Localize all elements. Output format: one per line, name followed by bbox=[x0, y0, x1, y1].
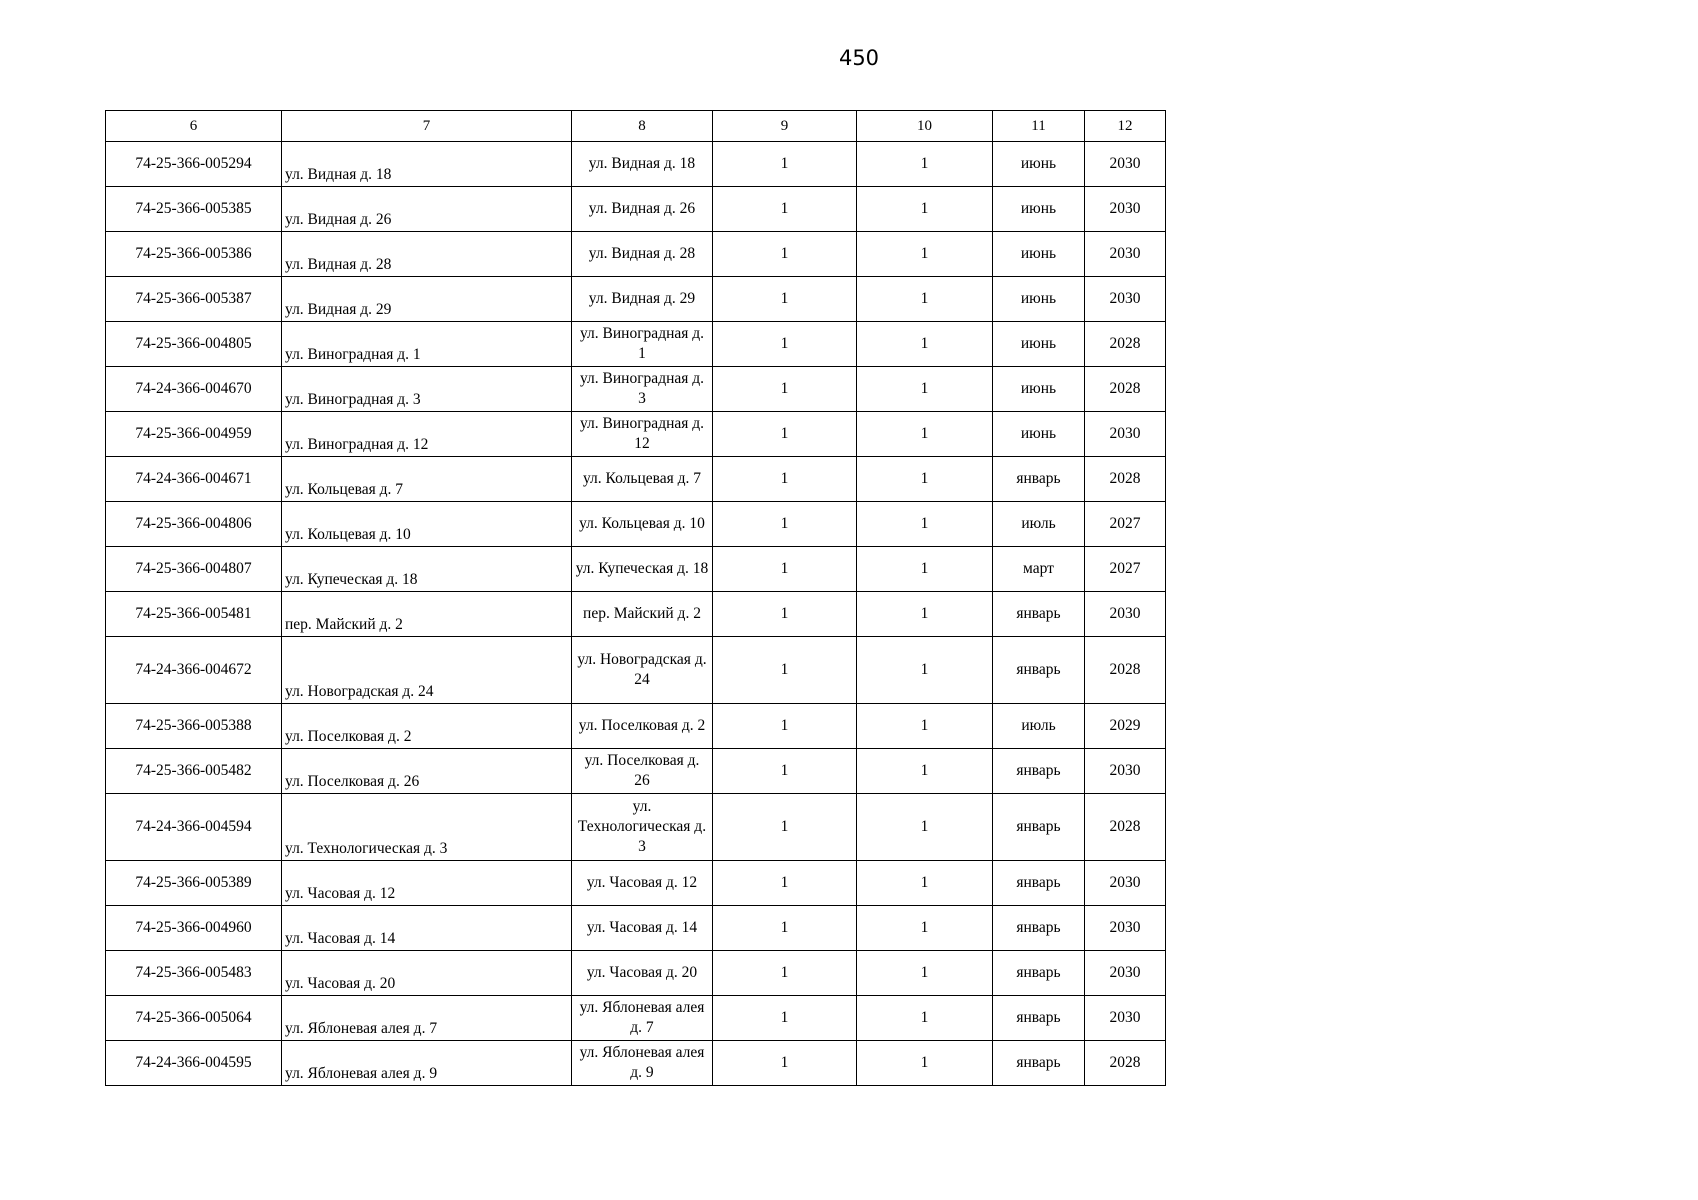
column-9-cell: 1 bbox=[713, 367, 857, 412]
year-cell: 2030 bbox=[1085, 232, 1166, 277]
address-duplicate-cell: ул. Поселковая д. 2 bbox=[572, 704, 713, 749]
table-row bbox=[106, 996, 1166, 1041]
year-cell: 2030 bbox=[1085, 277, 1166, 322]
address-duplicate-cell: ул. Новоградская д. 24 bbox=[572, 637, 713, 704]
month-cell: январь bbox=[993, 996, 1085, 1041]
table-row bbox=[106, 637, 1166, 704]
table-body bbox=[106, 142, 1166, 1086]
column-header-8: 8 bbox=[572, 111, 713, 142]
column-10-cell: 1 bbox=[857, 794, 993, 861]
month-cell: июнь bbox=[993, 322, 1085, 367]
year-cell: 2028 bbox=[1085, 637, 1166, 704]
column-9-cell: 1 bbox=[713, 1041, 857, 1086]
address-duplicate-cell: ул. Виноградная д. 12 bbox=[572, 412, 713, 457]
table-row bbox=[106, 367, 1166, 412]
month-cell: январь bbox=[993, 1041, 1085, 1086]
column-header-9: 9 bbox=[713, 111, 857, 142]
address-cell: ул. Купеческая д. 18 bbox=[282, 547, 572, 592]
address-cell: пер. Майский д. 2 bbox=[282, 592, 572, 637]
address-cell: ул. Виноградная д. 12 bbox=[282, 412, 572, 457]
month-cell: январь bbox=[993, 951, 1085, 996]
year-cell: 2028 bbox=[1085, 457, 1166, 502]
column-9-cell: 1 bbox=[713, 187, 857, 232]
table-row bbox=[106, 592, 1166, 637]
year-cell: 2030 bbox=[1085, 412, 1166, 457]
column-9-cell: 1 bbox=[713, 861, 857, 906]
cadastral-code-cell: 74-25-366-005389 bbox=[106, 861, 282, 906]
address-duplicate-cell: ул. Часовая д. 20 bbox=[572, 951, 713, 996]
cadastral-code-cell: 74-24-366-004671 bbox=[106, 457, 282, 502]
address-cell: ул. Технологическая д. 3 bbox=[282, 794, 572, 861]
table-row bbox=[106, 277, 1166, 322]
cadastral-code-cell: 74-25-366-004806 bbox=[106, 502, 282, 547]
table-row bbox=[106, 412, 1166, 457]
table-row bbox=[106, 794, 1166, 861]
column-9-cell: 1 bbox=[713, 951, 857, 996]
column-9-cell: 1 bbox=[713, 749, 857, 794]
column-10-cell: 1 bbox=[857, 502, 993, 547]
table-row bbox=[106, 951, 1166, 996]
address-duplicate-cell: ул. Купеческая д. 18 bbox=[572, 547, 713, 592]
column-10-cell: 1 bbox=[857, 412, 993, 457]
month-cell: январь bbox=[993, 637, 1085, 704]
cadastral-code-cell: 74-25-366-005481 bbox=[106, 592, 282, 637]
month-cell: январь bbox=[993, 749, 1085, 794]
address-cell: ул. Кольцевая д. 10 bbox=[282, 502, 572, 547]
column-9-cell: 1 bbox=[713, 277, 857, 322]
column-10-cell: 1 bbox=[857, 547, 993, 592]
cadastral-code-cell: 74-25-366-005385 bbox=[106, 187, 282, 232]
column-10-cell: 1 bbox=[857, 996, 993, 1041]
column-9-cell: 1 bbox=[713, 232, 857, 277]
address-duplicate-cell: ул. Видная д. 26 bbox=[572, 187, 713, 232]
table-row bbox=[106, 704, 1166, 749]
column-10-cell: 1 bbox=[857, 906, 993, 951]
address-duplicate-cell: ул. Поселковая д. 26 bbox=[572, 749, 713, 794]
year-cell: 2028 bbox=[1085, 322, 1166, 367]
table-row bbox=[106, 906, 1166, 951]
cadastral-code-cell: 74-24-366-004670 bbox=[106, 367, 282, 412]
address-cell: ул. Виноградная д. 1 bbox=[282, 322, 572, 367]
address-cell: ул. Часовая д. 14 bbox=[282, 906, 572, 951]
address-cell: ул. Видная д. 29 bbox=[282, 277, 572, 322]
column-10-cell: 1 bbox=[857, 367, 993, 412]
year-cell: 2030 bbox=[1085, 906, 1166, 951]
column-10-cell: 1 bbox=[857, 277, 993, 322]
address-duplicate-cell: ул. Часовая д. 12 bbox=[572, 861, 713, 906]
column-10-cell: 1 bbox=[857, 322, 993, 367]
address-duplicate-cell: ул. Яблоневая алея д. 7 bbox=[572, 996, 713, 1041]
address-cell: ул. Видная д. 26 bbox=[282, 187, 572, 232]
table-row bbox=[106, 1041, 1166, 1086]
table-row bbox=[106, 861, 1166, 906]
address-duplicate-cell: ул. Кольцевая д. 10 bbox=[572, 502, 713, 547]
address-cell: ул. Поселковая д. 26 bbox=[282, 749, 572, 794]
address-cell: ул. Яблоневая алея д. 7 bbox=[282, 996, 572, 1041]
cadastral-code-cell: 74-25-366-004807 bbox=[106, 547, 282, 592]
column-9-cell: 1 bbox=[713, 996, 857, 1041]
column-10-cell: 1 bbox=[857, 457, 993, 502]
year-cell: 2030 bbox=[1085, 187, 1166, 232]
cadastral-code-cell: 74-25-366-005294 bbox=[106, 142, 282, 187]
column-10-cell: 1 bbox=[857, 704, 993, 749]
address-cell: ул. Часовая д. 12 bbox=[282, 861, 572, 906]
year-cell: 2030 bbox=[1085, 142, 1166, 187]
column-9-cell: 1 bbox=[713, 457, 857, 502]
year-cell: 2028 bbox=[1085, 1041, 1166, 1086]
year-cell: 2028 bbox=[1085, 794, 1166, 861]
month-cell: июль bbox=[993, 704, 1085, 749]
cadastral-code-cell: 74-25-366-004805 bbox=[106, 322, 282, 367]
address-cell: ул. Яблоневая алея д. 9 bbox=[282, 1041, 572, 1086]
table-row bbox=[106, 232, 1166, 277]
table-row bbox=[106, 142, 1166, 187]
table-row bbox=[106, 187, 1166, 232]
cadastral-code-cell: 74-25-366-005482 bbox=[106, 749, 282, 794]
month-cell: январь bbox=[993, 457, 1085, 502]
address-cell: ул. Новоградская д. 24 bbox=[282, 637, 572, 704]
column-9-cell: 1 bbox=[713, 142, 857, 187]
table-row bbox=[106, 547, 1166, 592]
year-cell: 2030 bbox=[1085, 951, 1166, 996]
address-duplicate-cell: ул. Виноградная д. 1 bbox=[572, 322, 713, 367]
column-9-cell: 1 bbox=[713, 322, 857, 367]
cadastral-code-cell: 74-25-366-005387 bbox=[106, 277, 282, 322]
address-cell: ул. Видная д. 28 bbox=[282, 232, 572, 277]
month-cell: январь bbox=[993, 906, 1085, 951]
address-cell: ул. Поселковая д. 2 bbox=[282, 704, 572, 749]
month-cell: июль bbox=[993, 502, 1085, 547]
address-cell: ул. Кольцевая д. 7 bbox=[282, 457, 572, 502]
address-cell: ул. Виноградная д. 3 bbox=[282, 367, 572, 412]
year-cell: 2027 bbox=[1085, 547, 1166, 592]
cadastral-code-cell: 74-24-366-004672 bbox=[106, 637, 282, 704]
cadastral-code-cell: 74-24-366-004595 bbox=[106, 1041, 282, 1086]
table-row bbox=[106, 502, 1166, 547]
column-10-cell: 1 bbox=[857, 861, 993, 906]
address-duplicate-cell: ул. Часовая д. 14 bbox=[572, 906, 713, 951]
month-cell: июнь bbox=[993, 187, 1085, 232]
column-9-cell: 1 bbox=[713, 906, 857, 951]
address-duplicate-cell: ул. Видная д. 28 bbox=[572, 232, 713, 277]
address-duplicate-cell: ул. Виноградная д. 3 bbox=[572, 367, 713, 412]
address-duplicate-cell: ул. Видная д. 29 bbox=[572, 277, 713, 322]
column-9-cell: 1 bbox=[713, 704, 857, 749]
address-duplicate-cell: ул. Яблоневая алея д. 9 bbox=[572, 1041, 713, 1086]
month-cell: июнь bbox=[993, 232, 1085, 277]
year-cell: 2030 bbox=[1085, 592, 1166, 637]
column-header-10: 10 bbox=[857, 111, 993, 142]
address-cell: ул. Видная д. 18 bbox=[282, 142, 572, 187]
page-number: 450 bbox=[838, 46, 880, 70]
column-9-cell: 1 bbox=[713, 412, 857, 457]
column-10-cell: 1 bbox=[857, 1041, 993, 1086]
registry-table bbox=[105, 110, 1166, 1086]
year-cell: 2029 bbox=[1085, 704, 1166, 749]
month-cell: июнь bbox=[993, 412, 1085, 457]
column-header-12: 12 bbox=[1085, 111, 1166, 142]
month-cell: март bbox=[993, 547, 1085, 592]
address-cell: ул. Часовая д. 20 bbox=[282, 951, 572, 996]
column-10-cell: 1 bbox=[857, 592, 993, 637]
cadastral-code-cell: 74-25-366-005483 bbox=[106, 951, 282, 996]
cadastral-code-cell: 74-25-366-005386 bbox=[106, 232, 282, 277]
column-9-cell: 1 bbox=[713, 547, 857, 592]
cadastral-code-cell: 74-25-366-004960 bbox=[106, 906, 282, 951]
address-duplicate-cell: ул. Технологическая д. 3 bbox=[572, 794, 713, 861]
cadastral-code-cell: 74-24-366-004594 bbox=[106, 794, 282, 861]
address-duplicate-cell: пер. Майский д. 2 bbox=[572, 592, 713, 637]
table-header-row bbox=[106, 111, 1166, 142]
column-header-7: 7 bbox=[282, 111, 572, 142]
column-header-6: 6 bbox=[106, 111, 282, 142]
column-9-cell: 1 bbox=[713, 502, 857, 547]
year-cell: 2030 bbox=[1085, 749, 1166, 794]
cadastral-code-cell: 74-25-366-005388 bbox=[106, 704, 282, 749]
month-cell: июнь bbox=[993, 367, 1085, 412]
month-cell: июнь bbox=[993, 142, 1085, 187]
year-cell: 2027 bbox=[1085, 502, 1166, 547]
cadastral-code-cell: 74-25-366-005064 bbox=[106, 996, 282, 1041]
column-9-cell: 1 bbox=[713, 637, 857, 704]
month-cell: январь bbox=[993, 592, 1085, 637]
column-10-cell: 1 bbox=[857, 951, 993, 996]
year-cell: 2028 bbox=[1085, 367, 1166, 412]
table-row bbox=[106, 749, 1166, 794]
month-cell: январь bbox=[993, 861, 1085, 906]
table-row bbox=[106, 322, 1166, 367]
column-9-cell: 1 bbox=[713, 794, 857, 861]
column-10-cell: 1 bbox=[857, 637, 993, 704]
address-duplicate-cell: ул. Кольцевая д. 7 bbox=[572, 457, 713, 502]
month-cell: июнь bbox=[993, 277, 1085, 322]
column-header-11: 11 bbox=[993, 111, 1085, 142]
column-10-cell: 1 bbox=[857, 187, 993, 232]
column-10-cell: 1 bbox=[857, 749, 993, 794]
address-duplicate-cell: ул. Видная д. 18 bbox=[572, 142, 713, 187]
year-cell: 2030 bbox=[1085, 861, 1166, 906]
year-cell: 2030 bbox=[1085, 996, 1166, 1041]
month-cell: январь bbox=[993, 794, 1085, 861]
column-10-cell: 1 bbox=[857, 232, 993, 277]
column-9-cell: 1 bbox=[713, 592, 857, 637]
cadastral-code-cell: 74-25-366-004959 bbox=[106, 412, 282, 457]
table-row bbox=[106, 457, 1166, 502]
column-10-cell: 1 bbox=[857, 142, 993, 187]
